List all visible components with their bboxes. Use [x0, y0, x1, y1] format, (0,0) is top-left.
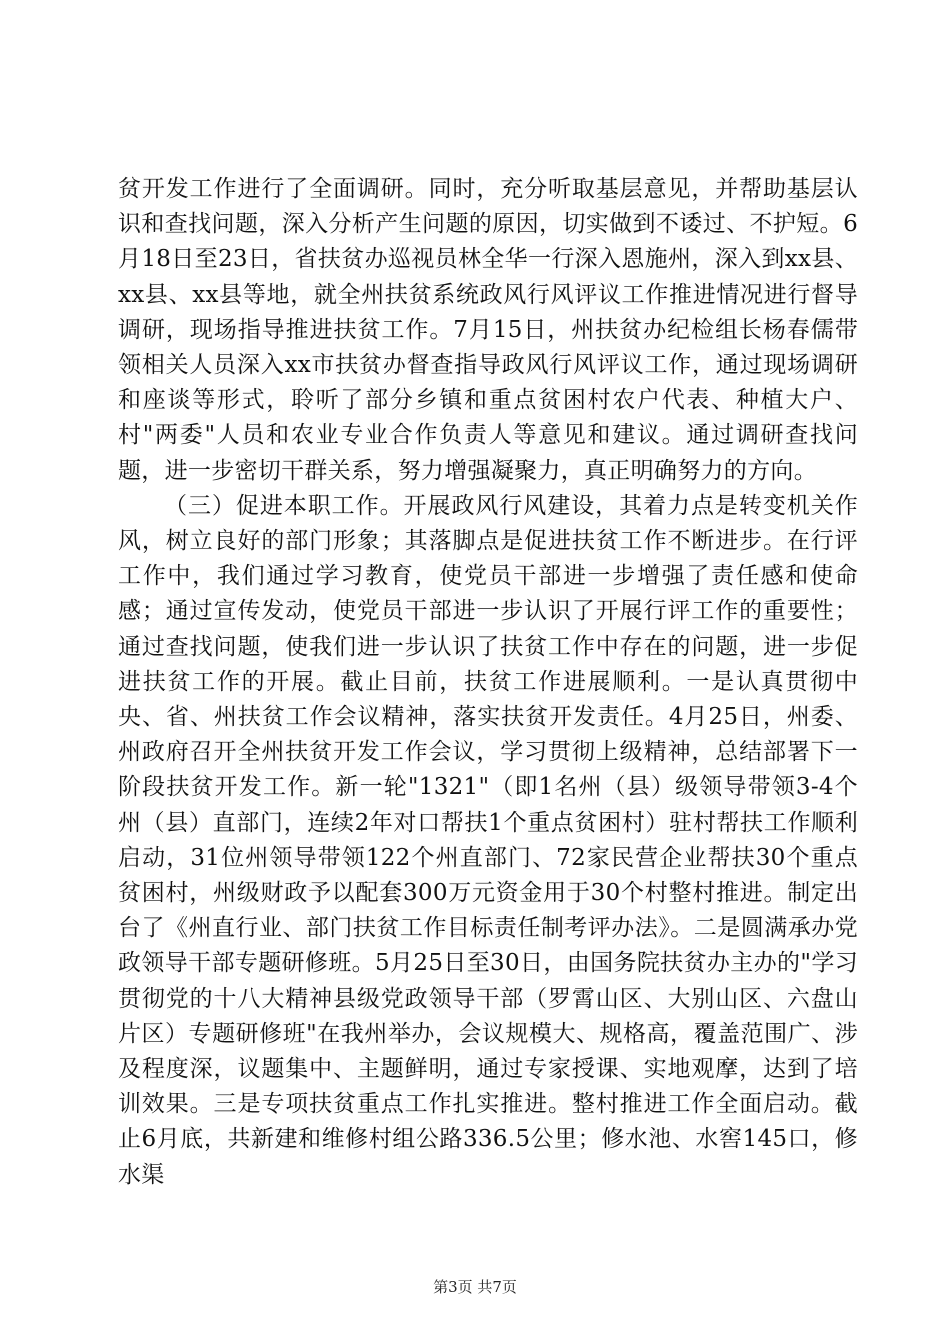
document-body	[118, 172, 858, 1193]
paragraph-1: 贫开发工作进行了全面调研。同时，充分听取基层意见，并帮助基层认识和查找问题，深入分析产生问题的原因，切实做到不诿过、不护短。6月18日至23日，省扶贫办巡视员林全华一行深入恩施州，深入到xx县、xx县、xx县等地，就全州扶贫系统政风行风评议工作推进情况进行督导调研，现场指导推进扶贫工作。7月15日，州扶贫办纪检组长杨春儒带领相关人员深入xx市扶贫办督查指导政风行风评议工作，通过现场调研和座谈等形式，聆听了部分乡镇和重点贫困村农户代表、种植大户、村"两委"人员和农业专业合作负责人等意见和建议。通过调研查找问题，进一步密切干群关系，努力增强凝聚力，真正明确努力的方向。	[118, 176, 858, 484]
paragraph-2: （三）促进本职工作。开展政风行风建设，其着力点是转变机关作风，树立良好的部门形象；其落脚点是促进扶贫工作不断进步。在行评工作中，我们通过学习教育，使党员干部进一步增强了责任感和使命感；通过宣传发动，使党员干部进一步认识了开展行评工作的重要性；通过查找问题，使我们进一步认识了扶贫工作中存在的问题，进一步促进扶贫工作的开展。截止目前，扶贫工作进展顺利。一是认真贯彻中央、省、州扶贫工作会议精神，落实扶贫开发责任。4月25日，州委、州政府召开全州扶贫开发工作会议，学习贯彻上级精神，总结部署下一阶段扶贫开发工作。新一轮"1321"（即1名州（县）级领导带领3-4个州（县）直部门，连续2年对口帮扶1个重点贫困村）驻村帮扶工作顺利启动，31位州领导带领122个州直部门、72家民营企业帮扶30个重点贫困村，州级财政予以配套300万元资金用于30个村整村推进。制定出台了《州直行业、部门扶贫工作目标责任制考评办法》。二是圆满承办党政领导干部专题研修班。5月25日至30日，由国务院扶贫办主办的"学习贯彻党的十八大精神县级党政领导干部（罗霄山区、大别山区、六盘山片区）专题研修班"在我州举办，会议规模大、规格高，覆盖范围广、涉及程度深，议题集中、主题鲜明，通过专家授课、实地观摩，达到了培训效果。三是专项扶贫重点工作扎实推进。整村推进工作全面启动。截止6月底，共新建和维修村组公路336.5公里；修水池、水窖145口，修水渠	[118, 492, 858, 1188]
page-footer: 第3页 共7页	[433, 1278, 517, 1296]
